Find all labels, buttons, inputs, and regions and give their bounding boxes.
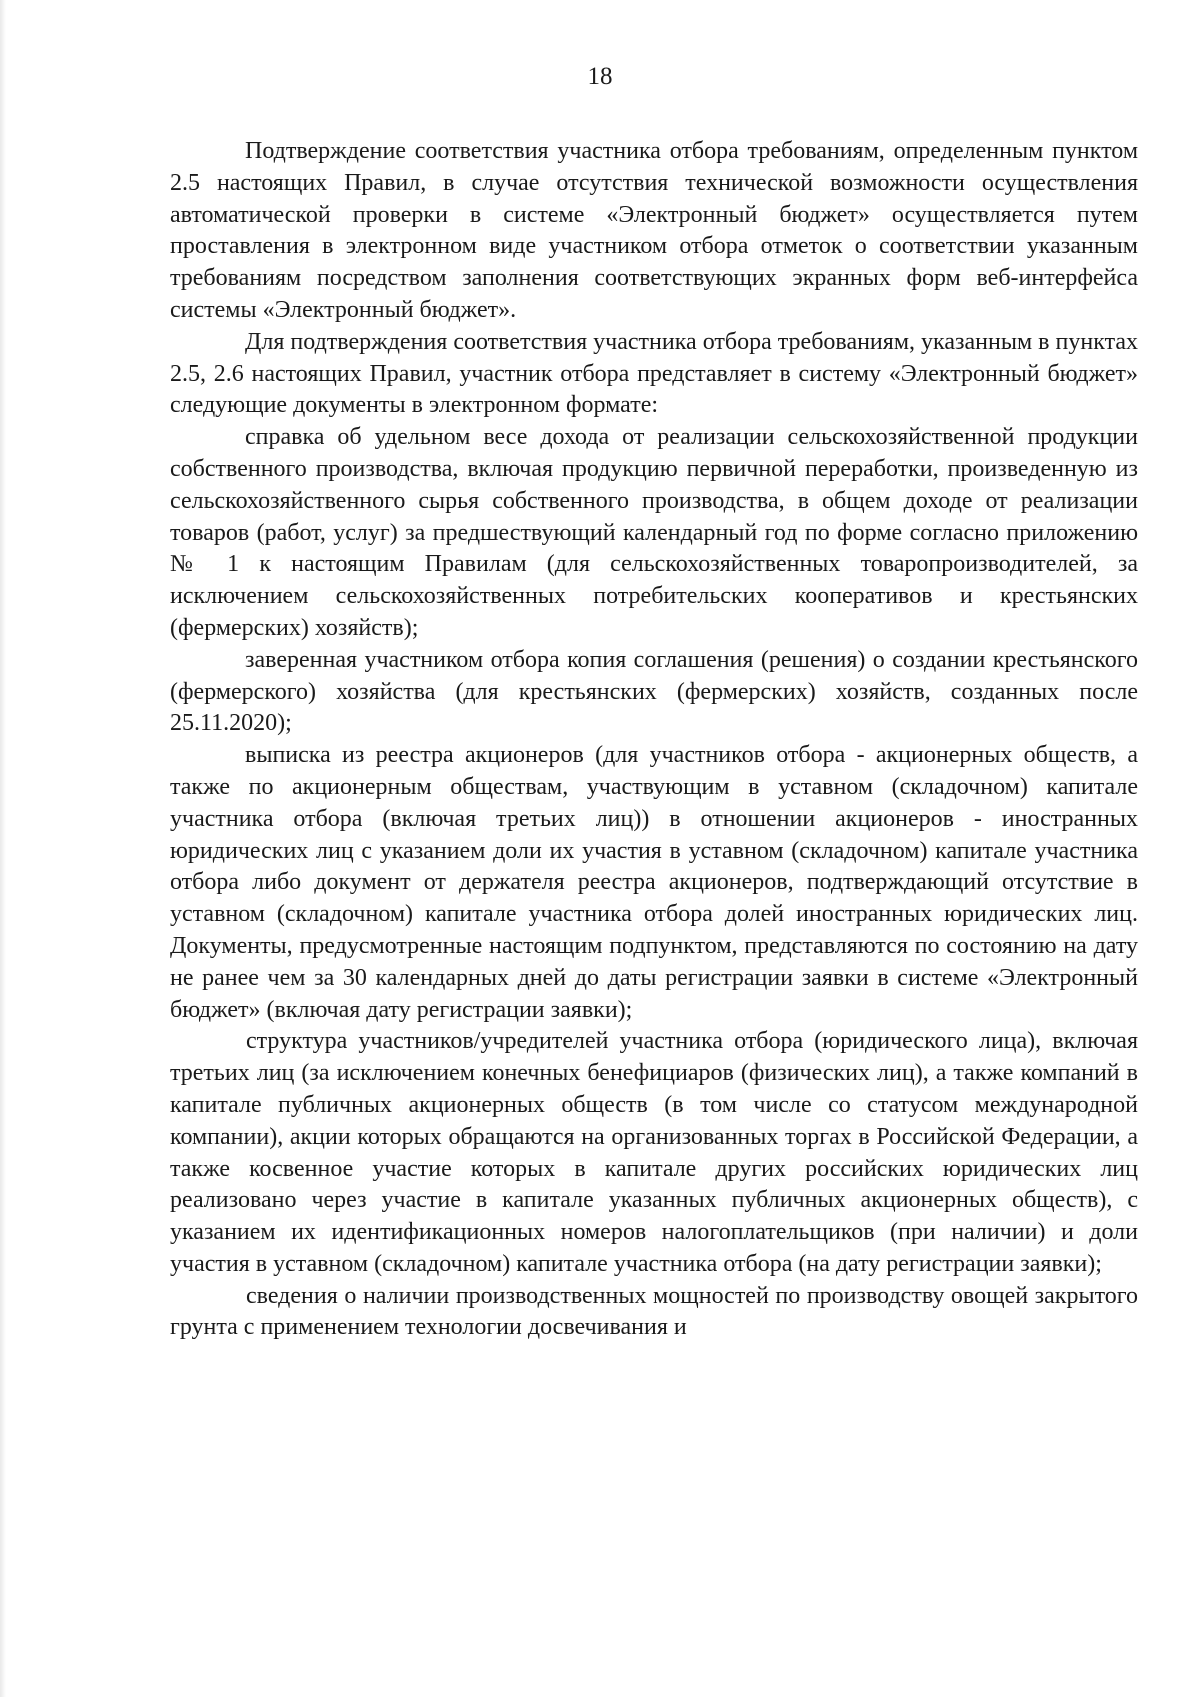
list-item-shareholder-register: выписка из реестра акционеров (для участников отбора - акционерных обществ, а также по акционерным обществам, участвующим в уставном (складочном) капитале участника отбора (включая третьих лиц)) в отношении акционеров - иностранных юридических лиц с указанием доли их участия в уставном (складочном) капитале участника отбора либо документ от держателя реестра акционеров, подтверждающий отсутствие в уставном (складочном) капитале участника отбора долей иностранных юридических лиц. Документы, предусмотренные настоящим подпунктом, представляются по состоянию на дату не ранее чем за 30 календарных дней до даты регистрации заявки в системе «Электронный бюджет» (включая дату регистрации заявки); (170, 742, 1138, 1023)
paragraph-confirmation: Подтверждение соответствия участника отбора требованиям, определенным пунктом 2.5 настоящих Правил, в случае отсутствия технической возможности осуществления автоматической проверки в системе «Электронный бюджет» осуществляется путем проставления в электронном виде участником отбора отметок о соответствии указанным требованиям посредством заполнения соответствующих экранных форм веб-интерфейса системы «Электронный бюджет». (170, 138, 1138, 323)
scan-edge-shadow (0, 0, 6, 1697)
list-item-farm-agreement-copy: заверенная участником отбора копия соглашения (решения) о создании крестьянского (фермерского) хозяйства (для крестьянских (фермерских) хозяйств, созданных после 25.11.2020); (170, 646, 1138, 737)
list-item-income-certificate: справка об удельном весе дохода от реализации сельскохозяйственной продукции собственного производства, включая продукцию первичной переработки, произведенную из сельскохозяйственного сырья собственного производства, в общем доходе от реализации товаров (работ, услуг) за предшествующий календарный год по форме согласно приложению № 1 к настоящим Правилам (для сельскохозяйственных товаропроизводителей, за исключением сельскохозяйственных потребительских кооперативов и крестьянских (фермерских) хозяйств); (170, 424, 1138, 641)
paragraph-documents-intro: Для подтверждения соответствия участника отбора требованиям, указанным в пунктах 2.5, 2.6 настоящих Правил, участник отбора представляет в систему «Электронный бюджет» следующие документы в электронном формате: (170, 328, 1138, 419)
document-body (170, 136, 1138, 1344)
list-item-founders-structure: структура участников/учредителей участника отбора (юридического лица), включая третьих лиц (за исключением конечных бенефициаров (физических лиц), а также компаний в капитале публичных акционерных обществ (в том числе со статусом международной компании), акции которых обращаются на организованных торгах в Российской Федерации, а также косвенное участие которых в капитале других российских юридических лиц реализовано через участие в капитале указанных публичных акционерных обществ), с указанием их идентификационных номеров налогоплательщиков (при наличии) и доли участия в уставном (складочном) капитале участника отбора (на дату регистрации заявки); (170, 1028, 1138, 1277)
page-number: 18 (587, 63, 613, 90)
list-item-production-capacity: сведения о наличии производственных мощностей по производству овощей закрытого грунта с применением технологии досвечивания и (170, 1282, 1138, 1341)
